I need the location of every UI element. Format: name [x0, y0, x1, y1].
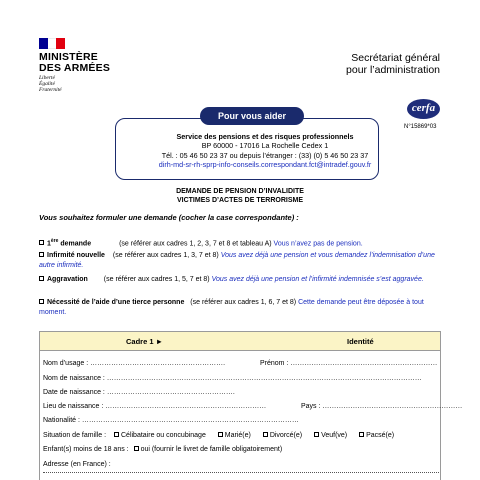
first-request-label-rest: demande: [58, 240, 92, 248]
nom-naissance-label: Nom de naissance : ………………………………………………………………………………………………………………………: [43, 375, 422, 382]
help-phone: Tél. : 05 46 50 23 37 ou depuis l’étranger : (33) (0) 5 46 50 23 37: [161, 150, 369, 160]
motto-liberte: Liberté: [39, 75, 55, 81]
aggravation-ref: (se référer aux cadres 1, 5, 7 et 8): [103, 276, 210, 283]
help-label: Pour vous aider: [200, 107, 304, 125]
enfants-oui-checkbox[interactable]: [134, 446, 139, 451]
prenom-field[interactable]: [260, 360, 437, 367]
veuf-checkbox[interactable]: [314, 432, 319, 437]
ministry-line-2: DES ARMÉES: [39, 62, 111, 74]
aggravation-checkbox[interactable]: [39, 276, 44, 281]
first-request-checkbox[interactable]: [39, 240, 44, 245]
new-infirmity-note: Vous avez déjà une pension et vous demandez l’indemnisation d’une autre infirmité.: [39, 252, 435, 269]
nom-usage-label: Nom d’usage : ………………………………………………….: [43, 360, 226, 367]
flag-blue-stripe: [39, 38, 48, 49]
marie-label: Marié(e): [224, 432, 251, 439]
date-naissance-field[interactable]: [43, 389, 235, 396]
help-contact-info: [115, 132, 415, 170]
secretariat-heading: [346, 52, 440, 76]
motto-egalite: Égalité: [39, 81, 55, 87]
divorce-checkbox[interactable]: [263, 432, 268, 437]
prenom-label: Prénom : ………………………………………………………: [260, 360, 438, 367]
new-infirmity-label: Infirmité nouvelle: [47, 252, 105, 259]
adresse-label: Adresse (en France) :: [43, 461, 111, 468]
option-new-infirmity: [39, 251, 449, 271]
ministry-line-1: MINISTÈRE: [39, 51, 98, 63]
republic-motto: [39, 75, 62, 93]
ministry-logo-text: [39, 52, 110, 74]
celibataire-checkbox[interactable]: [114, 432, 119, 437]
nom-usage-field[interactable]: [43, 360, 225, 367]
marie-checkbox[interactable]: [218, 432, 223, 437]
third-person-label: Nécessité de l’aide d’une tierce personne: [47, 299, 185, 306]
third-person-ref: (se référer aux cadres 1, 6, 7 et 8): [190, 299, 297, 306]
new-infirmity-checkbox[interactable]: [39, 252, 44, 257]
cadre-1-header: [39, 331, 441, 351]
option-first-request: [39, 236, 449, 249]
form-title-line-1: DEMANDE DE PENSION D’INVALIDITE: [176, 188, 304, 195]
first-request-ref: (se référer aux cadres 1, 2, 3, 7 et 8 et tableau A): [119, 240, 272, 248]
third-person-checkbox[interactable]: [39, 299, 44, 304]
secretariat-line-1: Secrétariat général: [351, 52, 440, 64]
third-person-note: Cette demande peut être déposée à tout moment.: [39, 299, 424, 316]
lieu-naissance-label: Lieu de naissance : ……………………………………………………………: [43, 403, 267, 410]
situation-famille-row: [43, 432, 394, 439]
pays-label: Pays : ……………………………………………………: [301, 403, 463, 410]
motto-fraternite: Fraternité: [39, 87, 62, 93]
cadre-1-label: Cadre 1 ►: [126, 337, 164, 346]
aggravation-label: Aggravation: [47, 276, 88, 283]
cerfa-number: N°15869*03: [404, 124, 437, 130]
cerfa-logo: cerfa: [407, 99, 440, 119]
adresse-field[interactable]: [43, 461, 111, 468]
pacse-label: Pacsé(e): [366, 432, 395, 439]
date-naissance-label: Date de naissance : ……………………………………………….: [43, 389, 235, 396]
request-question: Vous souhaitez formuler une demande (cocher la case correspondante) :: [39, 213, 299, 222]
option-aggravation: [39, 275, 449, 285]
first-request-note: Vous n’avez pas de pension.: [273, 240, 363, 248]
veuf-label: Veuf(ve): [321, 432, 348, 439]
adresse-line: [43, 472, 439, 473]
help-email-link[interactable]: dirh-md-sr-rh-sprp-info-conseils.correspondant.fct@intradef.gouv.fr: [158, 160, 372, 170]
form-title-line-2: VICTIMES D’ACTES DE TERRORISME: [176, 197, 303, 204]
pacse-checkbox[interactable]: [359, 432, 364, 437]
cadre-1-section-title: Identité: [347, 337, 374, 346]
help-address: BP 60000 - 17016 La Rochelle Cedex 1: [201, 141, 329, 151]
nationalite-label: Nationalité : …………………………………………………………………………………: [43, 417, 299, 424]
new-infirmity-ref: (se référer aux cadres 1, 3, 7 et 8): [112, 252, 219, 259]
nom-naissance-field[interactable]: [43, 375, 422, 382]
secretariat-line-2: pour l’administration: [346, 64, 440, 76]
first-request-label-num: 1: [47, 240, 51, 248]
lieu-naissance-field[interactable]: [43, 403, 266, 410]
celibataire-label: Célibataire ou concubinage: [121, 432, 206, 439]
flag-red-stripe: [56, 38, 65, 49]
divorce-label: Divorcé(e): [269, 432, 303, 439]
option-third-person: [39, 298, 449, 318]
first-request-label-sup: ère: [50, 238, 59, 244]
situation-label: Situation de famille :: [43, 432, 107, 439]
flag-white-stripe: [48, 38, 57, 49]
enfants-row: [43, 446, 282, 453]
enfants-label: Enfant(s) moins de 18 ans :: [43, 446, 129, 453]
aggravation-note: Vous avez déjà une pension et l’infirmité indemnisée s’est aggravée.: [211, 276, 424, 283]
form-title: [150, 187, 330, 205]
nationalite-field[interactable]: [43, 417, 299, 424]
republic-flag-icon: [39, 38, 65, 49]
pays-field[interactable]: [301, 403, 462, 410]
help-service: Service des pensions et des risques professionnels: [176, 132, 354, 141]
enfants-oui-label: oui (fournir le livret de famille obligatoirement): [140, 446, 283, 453]
